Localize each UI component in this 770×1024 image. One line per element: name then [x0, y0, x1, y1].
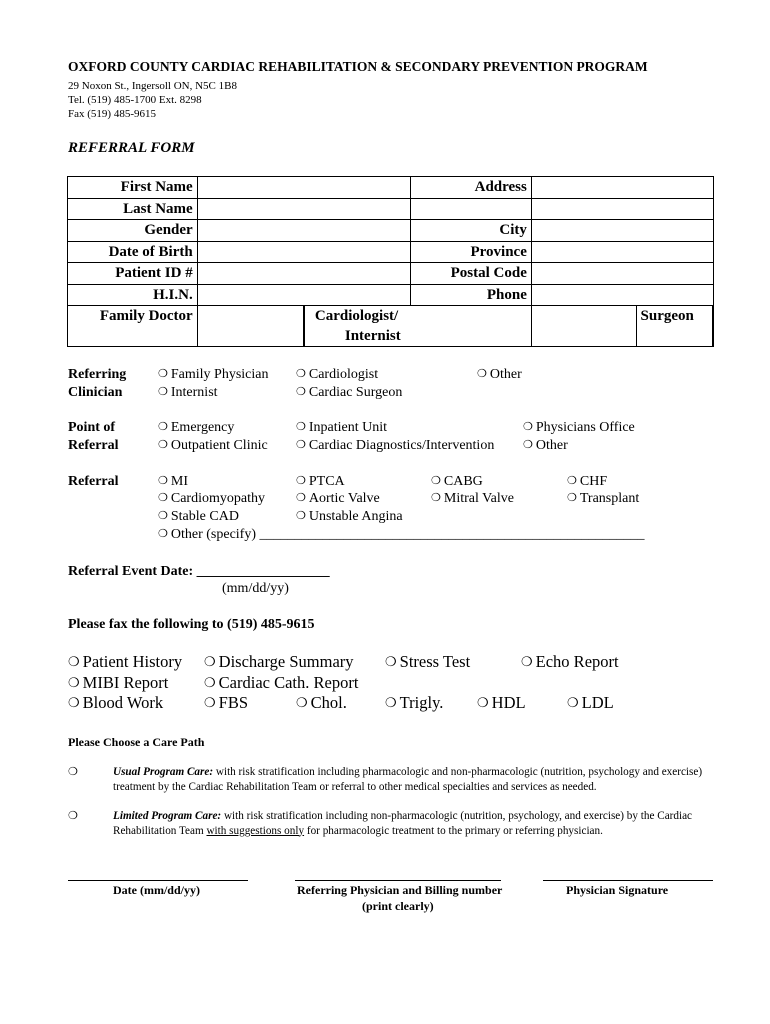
radio-icon: ❍: [158, 491, 168, 504]
postal-code-label: Postal Code: [411, 263, 532, 285]
event-date-format: (mm/dd/yy): [222, 581, 289, 596]
referral-label: Referral: [68, 474, 119, 489]
date-label: Date (mm/dd/yy): [113, 883, 200, 897]
city-field[interactable]: [531, 220, 713, 242]
ref-cardiomyopathy-label: Cardiomyopathy: [170, 491, 265, 506]
ref-mitral-valve[interactable]: [431, 490, 514, 508]
fax-echo-report-label: Echo Report: [535, 652, 619, 671]
referring-physician-label: Referring Physician and Billing number: [297, 883, 503, 897]
physician-sign-line[interactable]: [543, 880, 713, 881]
phone-field[interactable]: [531, 284, 713, 306]
radio-icon: ❍: [431, 474, 441, 487]
patient-id-label: Patient ID #: [68, 263, 198, 285]
radio-icon: ❍: [296, 474, 306, 487]
fax-cardiac-cath-report-label: Cardiac Cath. Report: [218, 673, 359, 692]
program-address: 29 Noxon St., Ingersoll ON, N5C 1B8: [68, 80, 237, 92]
limited-care-underline: with suggestions only: [206, 824, 305, 837]
radio-icon: ❍: [158, 367, 168, 380]
rc-family-physician-label: Family Physician: [170, 367, 269, 382]
rc-cardiac-surgeon-label: Cardiac Surgeon: [308, 385, 403, 400]
date-signature-line[interactable]: [68, 880, 248, 881]
limited-care-radio[interactable]: [68, 809, 81, 824]
ref-mi-label: MI: [170, 474, 188, 489]
fax-ldl[interactable]: [567, 693, 614, 713]
radio-icon: ❍: [204, 696, 216, 711]
fax-mibi-report[interactable]: [68, 673, 168, 693]
radio-icon: ❍: [296, 509, 306, 522]
por-physicians-office[interactable]: [523, 419, 635, 437]
por-outpatient-clinic-label: Outpatient Clinic: [170, 438, 268, 453]
radio-icon: ❍: [68, 696, 80, 711]
ref-stable-cad-label: Stable CAD: [170, 509, 239, 524]
rc-internist[interactable]: [158, 384, 218, 402]
ref-chf-label: CHF: [579, 474, 608, 489]
rc-family-physician[interactable]: [158, 366, 269, 384]
ref-aortic-valve-label: Aortic Valve: [308, 491, 380, 506]
province-label: Province: [411, 241, 532, 263]
physician-signature-line[interactable]: [295, 880, 501, 881]
ref-transplant-label: Transplant: [579, 491, 640, 506]
fax-discharge-summary-label: Discharge Summary: [218, 652, 354, 671]
rc-cardiologist-label: Cardiologist: [308, 367, 379, 382]
radio-icon: ❍: [523, 420, 533, 433]
first-name-label: First Name: [68, 177, 198, 199]
radio-icon: ❍: [68, 655, 80, 670]
fax-mibi-report-label: MIBI Report: [82, 673, 169, 692]
patient-id-field[interactable]: [197, 263, 410, 285]
last-name-label: Last Name: [68, 198, 198, 220]
fax-echo-report[interactable]: [521, 652, 619, 672]
city-label: City: [411, 220, 532, 242]
usual-care-title: Usual Program Care:: [113, 766, 214, 778]
por-inpatient-unit-label: Inpatient Unit: [308, 420, 388, 435]
fax-hdl-label: HDL: [491, 693, 526, 712]
radio-icon: ❍: [431, 491, 441, 504]
fax-fbs[interactable]: [204, 693, 248, 713]
radio-icon: ❍: [68, 809, 78, 822]
phone-label: Phone: [411, 284, 532, 306]
radio-icon: ❍: [567, 491, 577, 504]
radio-icon: ❍: [158, 527, 168, 540]
radio-icon: ❍: [523, 438, 533, 451]
limited-care-title: Limited Program Care:: [113, 810, 222, 822]
fax-patient-history[interactable]: [68, 652, 182, 672]
fax-blood-work[interactable]: [68, 693, 163, 713]
rc-other-label: Other: [489, 367, 522, 382]
limited-care-desc-1: with risk stratification including non-pharmacologic (nutrition, psychology, and exercise) by the Cardiac Rehabilitation Team: [113, 810, 693, 837]
radio-icon: ❍: [296, 438, 306, 451]
radio-icon: ❍: [385, 696, 397, 711]
internist-label: Internist: [344, 328, 401, 344]
ref-transplant[interactable]: [567, 490, 639, 508]
rc-other[interactable]: [477, 366, 522, 384]
referral-event-date[interactable]: Referral Event Date: ___________________: [68, 564, 330, 579]
fax-fbs-label: FBS: [218, 693, 249, 712]
fax-chol[interactable]: [296, 693, 347, 713]
usual-care-text: [113, 765, 718, 794]
ref-mitral-valve-label: Mitral Valve: [443, 491, 514, 506]
ref-cardiomyopathy[interactable]: [158, 490, 265, 508]
address-field[interactable]: [531, 177, 713, 199]
ref-aortic-valve[interactable]: [296, 490, 380, 508]
ref-ptca-label: PTCA: [308, 474, 345, 489]
form-title: REFERRAL FORM: [68, 140, 195, 156]
fax-heading: Please fax the following to (519) 485-9615: [68, 617, 315, 632]
radio-icon: ❍: [158, 509, 168, 522]
radio-icon: ❍: [567, 696, 579, 711]
rc-cardiac-surgeon[interactable]: [296, 384, 402, 402]
por-emergency[interactable]: [158, 419, 234, 437]
ref-other-specify[interactable]: [158, 526, 645, 544]
gender-label: Gender: [68, 220, 198, 242]
radio-icon: ❍: [158, 438, 168, 451]
print-clearly-label: (print clearly): [362, 899, 434, 913]
point-of-referral-label-1: Point of: [68, 420, 116, 435]
radio-icon: ❍: [296, 491, 306, 504]
radio-icon: ❍: [477, 696, 489, 711]
por-inpatient-unit[interactable]: [296, 419, 387, 437]
radio-icon: ❍: [296, 367, 306, 380]
radio-icon: ❍: [158, 385, 168, 398]
gender-field[interactable]: [197, 220, 410, 242]
radio-icon: ❍: [296, 696, 308, 711]
family-doctor-label: Family Doctor: [68, 306, 198, 347]
address-cont-label: [411, 198, 532, 220]
physician-signature-label: Physician Signature: [566, 883, 669, 897]
radio-icon: ❍: [204, 676, 216, 691]
radio-icon: ❍: [204, 655, 216, 670]
care-path-heading: Please Choose a Care Path: [68, 735, 205, 749]
cardiologist-internist-label: [304, 306, 532, 347]
fax-stress-test-label: Stress Test: [399, 652, 471, 671]
program-tel: Tel. (519) 485-1700 Ext. 8298: [68, 94, 202, 106]
radio-icon: ❍: [158, 420, 168, 433]
fax-hdl[interactable]: [477, 693, 526, 713]
province-field[interactable]: [531, 241, 713, 263]
limited-care-desc-2: for pharmacologic treatment to the primary or referring physician.: [304, 824, 603, 837]
postal-code-field[interactable]: [531, 263, 713, 285]
limited-care-text: [113, 809, 728, 838]
ref-unstable-angina[interactable]: [296, 508, 403, 526]
por-outpatient-clinic[interactable]: [158, 437, 268, 455]
hin-field[interactable]: [197, 284, 410, 306]
radio-icon: ❍: [68, 765, 78, 778]
fax-discharge-summary[interactable]: [204, 652, 354, 672]
last-name-field[interactable]: [197, 198, 410, 220]
dob-field[interactable]: [197, 241, 410, 263]
rc-cardiologist[interactable]: [296, 366, 378, 384]
fax-trigly-label: Trigly.: [399, 693, 444, 712]
ref-stable-cad[interactable]: [158, 508, 239, 526]
address-label: Address: [411, 177, 532, 199]
cardiologist-field[interactable]: [531, 306, 636, 347]
radio-icon: ❍: [567, 474, 577, 487]
referring-clinician-label-2: Clinician: [68, 385, 123, 400]
fax-ldl-label: LDL: [581, 693, 614, 712]
ref-cabg-label: CABG: [443, 474, 483, 489]
radio-icon: ❍: [296, 420, 306, 433]
surgeon-label: Surgeon: [636, 306, 713, 347]
ref-other-specify-label: Other (specify) _______________________________________________________: [170, 527, 645, 542]
ref-unstable-angina-label: Unstable Angina: [308, 509, 403, 524]
fax-cardiac-cath-report[interactable]: [204, 673, 358, 693]
radio-icon: ❍: [385, 655, 397, 670]
por-physicians-office-label: Physicians Office: [535, 420, 635, 435]
program-fax: Fax (519) 485-9615: [68, 108, 156, 120]
por-cardiac-diagnostics[interactable]: [296, 437, 494, 455]
fax-blood-work-label: Blood Work: [82, 693, 164, 712]
program-title: OXFORD COUNTY CARDIAC REHABILITATION & SECONDARY PREVENTION PROGRAM: [68, 59, 648, 74]
radio-icon: ❍: [158, 474, 168, 487]
patient-info-table: [67, 176, 714, 347]
fax-chol-label: Chol.: [310, 693, 347, 712]
radio-icon: ❍: [296, 385, 306, 398]
cardiologist-label: Cardiologist/: [314, 308, 399, 324]
radio-icon: ❍: [521, 655, 533, 670]
point-of-referral-label-2: Referral: [68, 438, 119, 453]
dob-label: Date of Birth: [68, 241, 198, 263]
family-doctor-field[interactable]: [197, 306, 304, 347]
por-other[interactable]: [523, 437, 568, 455]
referring-clinician-label-1: Referring: [68, 367, 127, 382]
fax-stress-test[interactable]: [385, 652, 470, 672]
address-cont-field[interactable]: [531, 198, 713, 220]
radio-icon: ❍: [68, 676, 80, 691]
por-other-label: Other: [535, 438, 568, 453]
hin-label: H.I.N.: [68, 284, 198, 306]
fax-patient-history-label: Patient History: [82, 652, 183, 671]
por-emergency-label: Emergency: [170, 420, 235, 435]
fax-trigly[interactable]: [385, 693, 443, 713]
usual-care-desc: with risk stratification including pharmacologic and non-pharmacologic (nutrition, psychology and exercise) treatment by the Cardiac Rehabilitation Team or referral to other medical specialties and services as needed.: [113, 766, 703, 793]
rc-internist-label: Internist: [170, 385, 218, 400]
first-name-field[interactable]: [197, 177, 410, 199]
por-cardiac-diagnostics-label: Cardiac Diagnostics/Intervention: [308, 438, 495, 453]
radio-icon: ❍: [477, 367, 487, 380]
usual-care-radio[interactable]: [68, 765, 81, 780]
